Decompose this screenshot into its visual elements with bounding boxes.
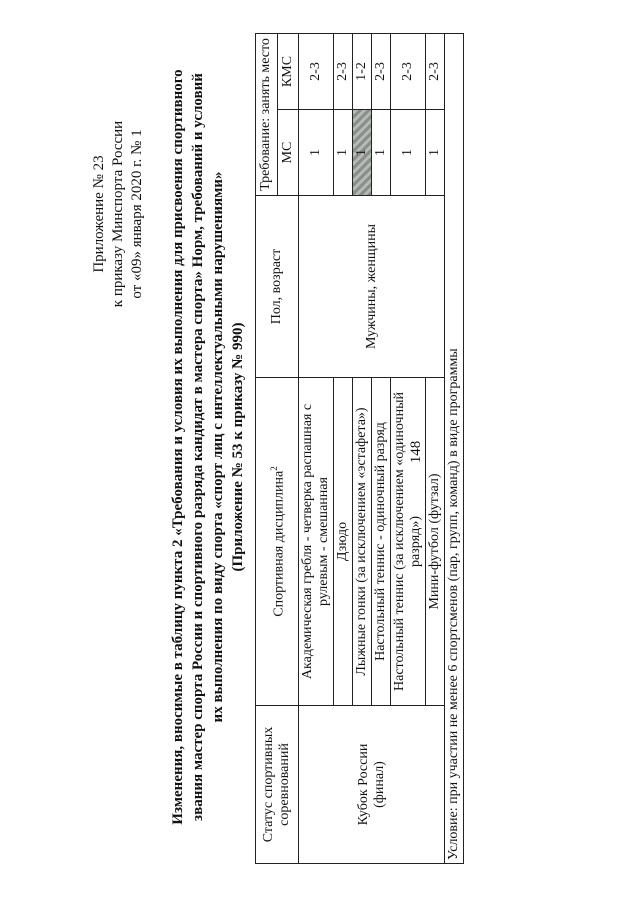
ms-cell: 1: [299, 110, 334, 196]
heading-line-1: Изменения, вносимые в таблицу пункта 2 «Требования и условия их выполнения для присвоения спортивного: [170, 69, 186, 825]
header-kms: КМС: [277, 34, 299, 110]
ms-cell: 1: [372, 110, 391, 196]
status-cell: [299, 706, 445, 864]
appendix-line-3: от «09» января 2020 г. № 1: [129, 129, 145, 299]
discipline-cell: Дзюдо: [334, 378, 353, 706]
table-header-row: [256, 34, 278, 864]
appendix-line-1: Приложение № 23: [91, 155, 107, 273]
header-status: Статус спортивных соревнований: [256, 706, 299, 864]
kms-cell: 2-3: [372, 34, 391, 110]
requirements-table: [255, 33, 464, 864]
header-requirement: Требование: занять место: [256, 34, 278, 196]
rotated-content: [60, 22, 620, 882]
discipline-cell: Настольный теннис - одиночный разряд: [372, 378, 391, 706]
appendix-line-2: к приказу Минспорта России: [110, 120, 126, 308]
header-ms: МС: [277, 110, 299, 196]
kms-cell: 2-3: [334, 34, 353, 110]
kms-cell: 2-3: [299, 34, 334, 110]
ms-cell: 1: [426, 110, 445, 196]
discipline-cell: Настольный теннис (за исключением «одиночный разряд»): [391, 378, 426, 706]
ms-cell: 1: [334, 110, 353, 196]
kms-cell: 1-2: [353, 34, 372, 110]
footnote-marker: 2: [269, 466, 280, 471]
gender-cell: Мужчины, женщины: [299, 196, 445, 378]
discipline-cell: Академическая гребля - четверка распашная с рулевым - смешанная: [299, 378, 334, 706]
discipline-cell: Мини-футбол (футзал): [426, 378, 445, 706]
kms-cell: 2-3: [391, 34, 426, 110]
status-line-2: (финал): [371, 761, 387, 808]
header-gender-age: Пол, возраст: [256, 196, 299, 378]
condition-row: [445, 34, 464, 864]
condition-cell: Условие: при участии не менее 6 спортсменов (пар, групп, команд) в виде программы: [445, 34, 464, 864]
header-discipline: [256, 378, 299, 706]
discipline-cell: Лыжные гонки (за исключением «эстафета»): [353, 378, 372, 706]
page-number: 148: [408, 440, 424, 464]
ms-cell-highlighted: 1: [353, 110, 372, 196]
status-line-1: Кубок России: [355, 743, 371, 826]
header-discipline-text: Спортивная дисциплина: [271, 470, 287, 617]
heading-line-2: звания мастер спорта России и спортивного разряда кандидат в мастера спорта» Норм, требований и условий: [190, 73, 206, 821]
appendix-reference: [90, 34, 147, 394]
ms-cell: 1: [391, 110, 426, 196]
heading-line-3: их выполнения по виду спорта «спорт лиц с интеллектуальными нарушениями»: [210, 171, 226, 723]
heading-line-4: (Приложение № 53 к приказу № 990): [230, 322, 246, 572]
kms-cell: 2-3: [426, 34, 445, 110]
table-row: [299, 34, 334, 864]
document-heading: [168, 42, 248, 852]
